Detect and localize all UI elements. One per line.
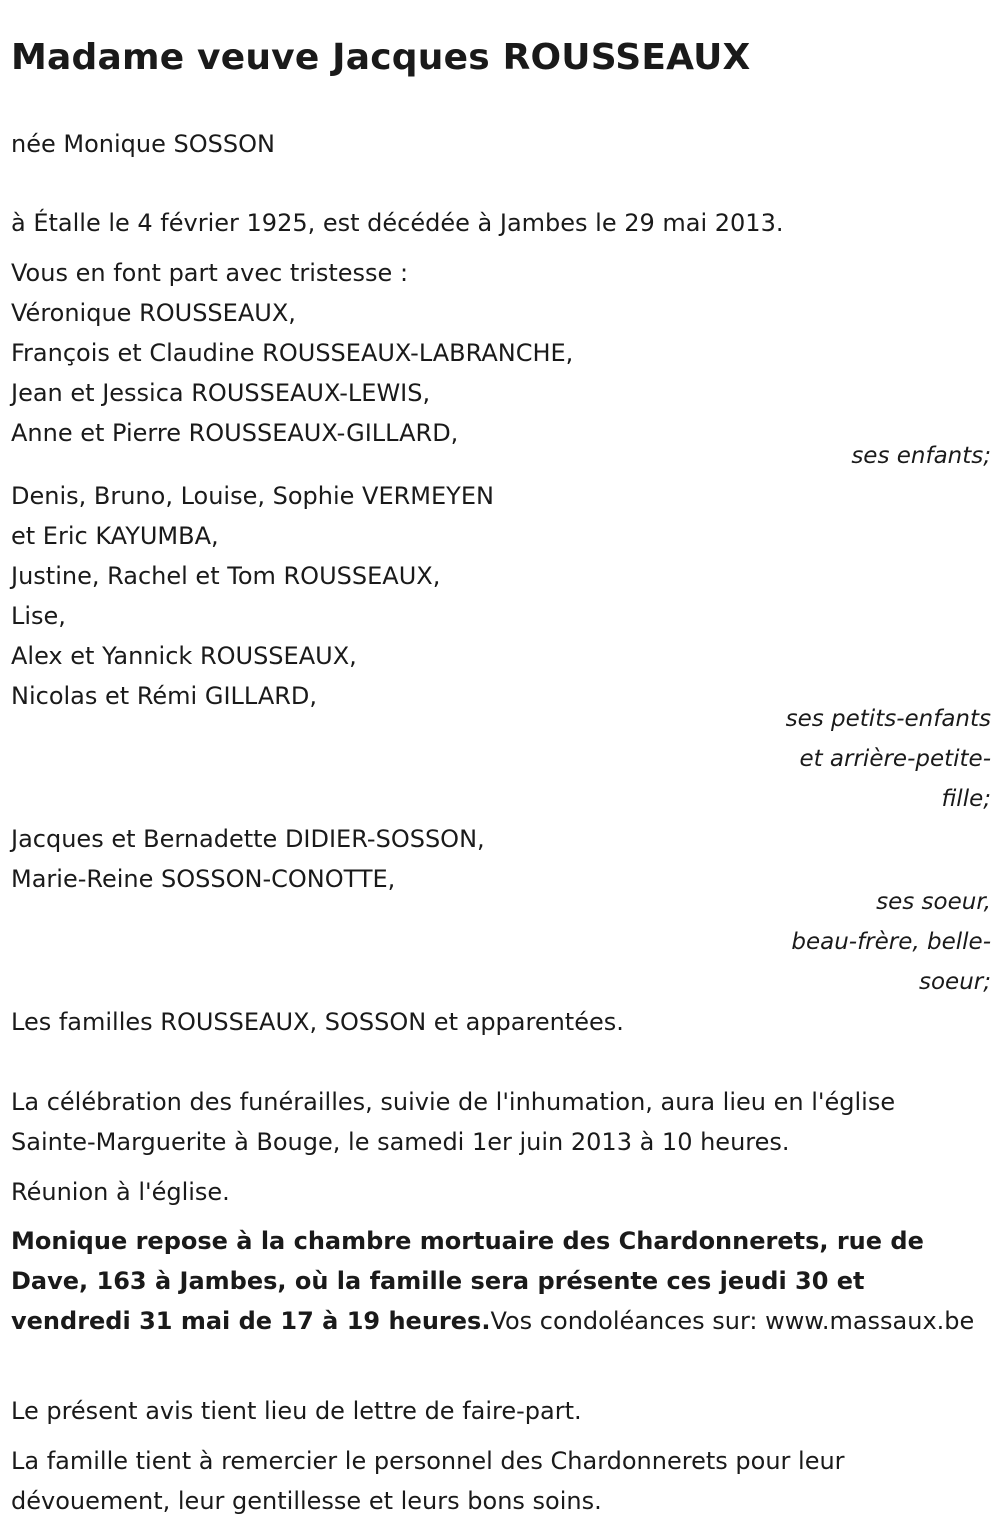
grandchild-entry: Justine, Rachel et Tom ROUSSEAUX, [11,562,441,590]
sibling-entry: Marie-Reine SOSSON-CONOTTE, [11,865,396,893]
grandchildren-role-line: fille; [941,786,991,812]
child-entry: François et Claudine ROUSSEAUX-LABRANCHE, [11,339,574,367]
birth-name: née Monique SOSSON [11,130,275,158]
ceremony-paragraph: La célébration des funérailles, suivie de l'inhumation, aura lieu en l'église Sainte-Marguerite à Bouge, le samedi 1er juin 2013 à 10 heures. [11,1088,896,1156]
faire-part-line: Le présent avis tient lieu de lettre de faire-part. [11,1397,582,1425]
siblings-role-line: beau-frère, belle- [791,929,991,955]
grandchild-entry: Lise, [11,602,66,630]
children-role: ses enfants; [851,443,991,469]
grandchild-entry: Denis, Bruno, Louise, Sophie VERMEYEN [11,482,494,510]
condolences-text: Vos condoléances sur: www.massaux.be [490,1307,975,1335]
child-entry: Anne et Pierre ROUSSEAUX-GILLARD, [11,419,459,447]
siblings-role-line: soeur; [919,969,991,995]
child-entry: Jean et Jessica ROUSSEAUX-LEWIS, [11,379,431,407]
repose-paragraph [11,1221,986,1341]
repose-bold-text: Monique repose à la chambre mortuaire des Chardonnerets, rue de Dave, 163 à Jambes, où la famille sera présente ces jeudi 30 et vendredi 31 mai de 17 à 19 heures. [11,1227,924,1335]
grandchildren-role-line: ses petits-enfants [785,706,991,732]
siblings-role-line: ses soeur, [876,889,991,915]
reunion-line: Réunion à l'église. [11,1178,230,1206]
families-line: Les familles ROUSSEAUX, SOSSON et apparentées. [11,1008,624,1036]
birth-death-line: à Étalle le 4 février 1925, est décédée à Jambes le 29 mai 2013. [11,209,784,237]
grandchild-entry: Nicolas et Rémi GILLARD, [11,682,318,710]
grandchild-entry: Alex et Yannick ROUSSEAUX, [11,642,357,670]
notice-title: Madame veuve Jacques ROUSSEAUX [11,37,751,78]
grandchildren-role-line: et arrière-petite- [799,746,991,772]
child-entry: Véronique ROUSSEAUX, [11,299,296,327]
intro-line: Vous en font part avec tristesse : [11,259,409,287]
sibling-entry: Jacques et Bernadette DIDIER-SOSSON, [11,825,485,853]
grandchild-entry: et Eric KAYUMBA, [11,522,219,550]
thanks-paragraph: La famille tient à remercier le personnel des Chardonnerets pour leur dévouement, leur gentillesse et leurs bons soins. [11,1447,845,1515]
